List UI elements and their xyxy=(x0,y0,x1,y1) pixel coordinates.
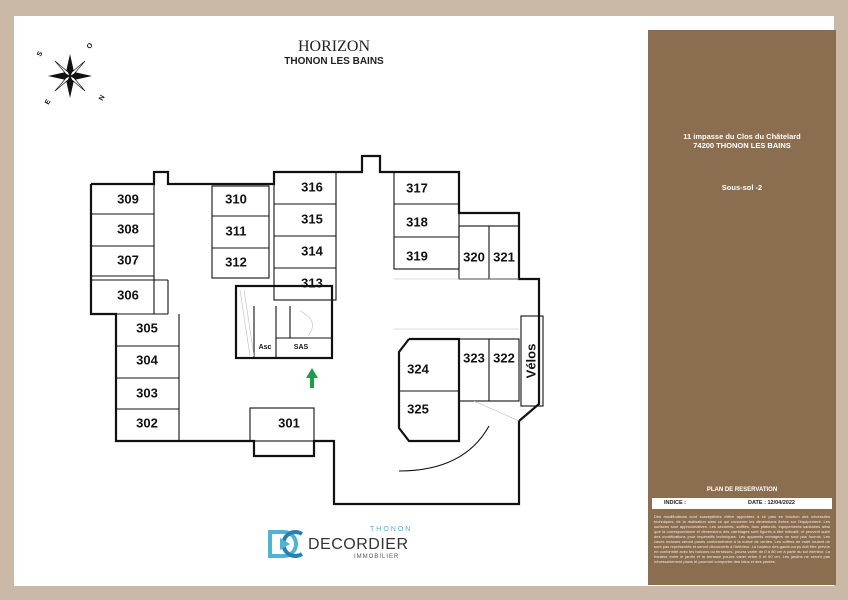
room-sas-label: SAS xyxy=(293,343,309,351)
unit-317-label[interactable]: 317 xyxy=(406,180,428,196)
logo-top-text: THONON xyxy=(370,526,413,533)
unit-315-label[interactable]: 315 xyxy=(301,211,323,227)
unit-309-label[interactable]: 309 xyxy=(117,191,139,207)
unit-304-label[interactable]: 304 xyxy=(136,352,158,368)
compass-e-label: E xyxy=(44,98,53,106)
unit-324-label[interactable]: 324 xyxy=(407,361,429,377)
plan-info-row xyxy=(652,498,832,509)
unit-302-label[interactable]: 302 xyxy=(136,415,158,431)
disclaimer-text: Des modifications sont susceptibles d'être apportées à ce plan en fonction des nécessités techniques, de la réalisation ainsi ce qui concerne les dimensions fixées sur l'équipement. Les surfaces sont approximatives. Les sécurités, soffites, faux plafonds, équipements sanitaires ainsi que la correspondance et dimensions des carrelages sont figurés à titre indicatif, et peuvent subir des modifications pour impératifs techniques. Les appareils ménagers ne sont pas fournis. Les caves incluses seront posés conformément à la notice de ventes. Les coffres de volet roulant ne sont pas représentés et seront découverts à l'intérieur. La hauteur des garde-corps doit être prévue en conformité avec les balcons ou terrasses, pourra varier de 0 à 80 cm à partir du sol intérieur. La hauteur entre le jardin et la terrasse pourra varier entre 0 et 60 cm. Les jardins ne seront pas nécessairement plans et pourront comporter des talus et des pentes. xyxy=(654,514,830,564)
project-title: HORIZON xyxy=(298,38,370,55)
unit-325-label[interactable]: 325 xyxy=(407,401,429,417)
logo-brand-text: DECORDIER xyxy=(308,536,409,553)
project-city: THONON LES BAINS xyxy=(284,56,384,67)
unit-314-label[interactable]: 314 xyxy=(301,243,323,259)
plan-sheet xyxy=(14,16,834,586)
unit-322-label[interactable]: 322 xyxy=(493,350,515,366)
floor-plan xyxy=(14,16,654,586)
compass-s-label: S xyxy=(36,50,45,58)
room-velos-label: Vélos xyxy=(523,343,539,379)
unit-312-label[interactable]: 312 xyxy=(225,254,247,270)
compass-rose-icon xyxy=(36,42,106,106)
unit-316-label[interactable]: 316 xyxy=(301,179,323,195)
unit-319-label[interactable]: 319 xyxy=(406,248,428,264)
address-line-1: 11 impasse du Clos du Châtelard xyxy=(683,132,801,141)
room-asc-label: Asc xyxy=(258,343,272,351)
unit-318-label[interactable]: 318 xyxy=(406,214,428,230)
address-line-2: 74200 THONON LES BAINS xyxy=(693,141,791,150)
unit-307-label[interactable]: 307 xyxy=(117,252,139,268)
decordier-mark-icon xyxy=(266,526,306,562)
unit-320-label[interactable]: 320 xyxy=(463,249,485,265)
unit-321-label[interactable]: 321 xyxy=(493,249,515,265)
unit-308-label[interactable]: 308 xyxy=(117,221,139,237)
side-panel xyxy=(648,30,836,585)
entrance-arrow-icon xyxy=(306,368,318,388)
decordier-logo xyxy=(266,524,446,564)
logo-sub-text: IMMOBILIER xyxy=(354,554,400,560)
unit-301-label[interactable]: 301 xyxy=(278,415,300,431)
unit-313-label[interactable]: 313 xyxy=(301,275,323,291)
unit-305-label[interactable]: 305 xyxy=(136,320,158,336)
compass-n-label: N xyxy=(98,94,107,103)
unit-303-label[interactable]: 303 xyxy=(136,385,158,401)
unit-310-label[interactable]: 310 xyxy=(225,191,247,207)
level-label: Sous-sol -2 xyxy=(721,183,763,192)
plan-header: PLAN DE RESERVATION xyxy=(706,487,778,493)
unit-311-label[interactable]: 311 xyxy=(225,223,247,239)
date-label: DATE : 12/04/2022 xyxy=(748,500,795,506)
unit-323-label[interactable]: 323 xyxy=(463,350,485,366)
unit-306-label[interactable]: 306 xyxy=(117,287,139,303)
indice-label: INDICE : xyxy=(664,500,686,506)
compass-o-label: O xyxy=(85,42,95,51)
